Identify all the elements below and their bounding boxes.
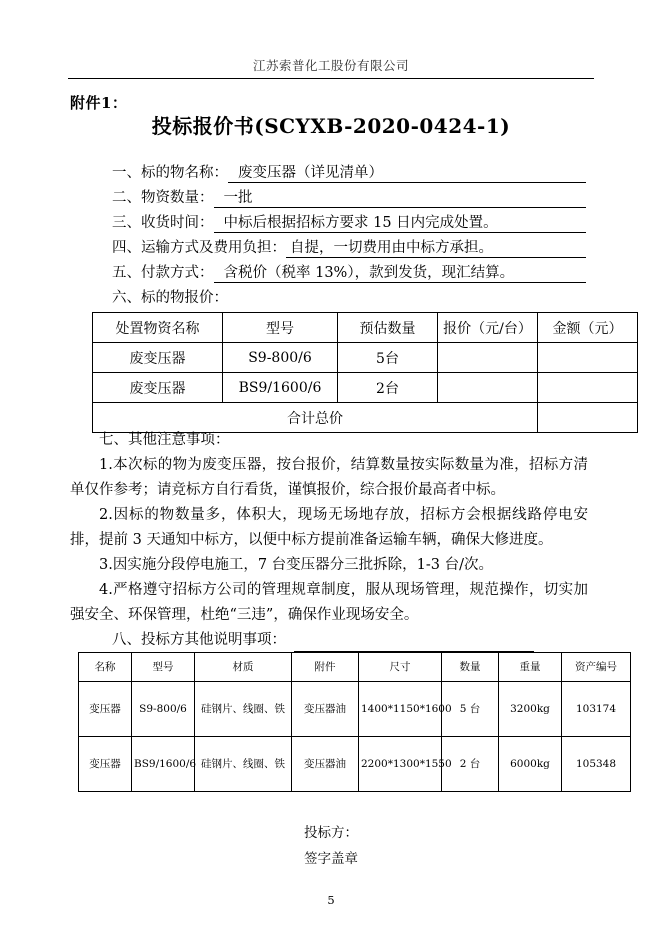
cell-model: BS9/1600/6: [223, 373, 338, 403]
cell-quantity: 2 台: [442, 737, 499, 792]
cell-unit-price[interactable]: [438, 373, 538, 403]
column-header: 材质: [195, 653, 292, 682]
section-eight-label: 八、投标方其他说明事项：: [112, 632, 286, 648]
column-header: 处置物资名称: [93, 313, 223, 343]
cell-unit-price[interactable]: [438, 343, 538, 373]
notes-section: [70, 428, 588, 628]
cell-asset-number: 105348: [562, 737, 631, 792]
section-eight: [112, 628, 586, 652]
company-name: 江苏索普化工股份有限公司: [252, 58, 409, 73]
cell-amount[interactable]: [538, 343, 638, 373]
item-label: 六、标的物报价：: [112, 289, 228, 306]
cell-dimensions: 2200*1300*1550: [359, 737, 442, 792]
item-value[interactable]: 含税价（税率 13%），款到发货，现汇结算。: [214, 266, 587, 284]
item-row: [112, 283, 586, 308]
note-paragraph: 1.本次标的物为废变压器，按台报价，结算数量按实际数量为准，招标方清单仅作参考；请竞标方自行看货，谨慎报价，综合报价最高者中标。: [70, 457, 588, 498]
notes-heading: 七、其他注意事项：: [99, 432, 230, 448]
column-header: 型号: [223, 313, 338, 343]
page-number: 5: [327, 893, 335, 907]
table-row: [79, 682, 631, 737]
cell-model: S9-800/6: [132, 682, 195, 737]
cell-asset-number: 103174: [562, 682, 631, 737]
table-header-row: [79, 653, 631, 682]
column-header: 资产编号: [562, 653, 631, 682]
table-row: [93, 343, 638, 373]
cell-name: 废变压器: [93, 343, 223, 373]
item-row: [112, 158, 586, 183]
column-header: 附件: [292, 653, 359, 682]
note-paragraph: 3.因实施分段停电施工，7 台变压器分三批拆除，1-3 台/次。: [99, 557, 494, 573]
cell-name: 废变压器: [93, 373, 223, 403]
total-label: 合计总价: [93, 403, 538, 433]
cell-accessory: 变压器油: [292, 682, 359, 737]
item-row: [112, 233, 586, 258]
cell-amount[interactable]: [538, 373, 638, 403]
item-row: [112, 258, 586, 283]
cell-weight: 3200kg: [499, 682, 562, 737]
asset-table: [78, 652, 631, 792]
attachment-label: 附件1：: [70, 94, 128, 112]
cell-quantity: 2台: [338, 373, 438, 403]
table-row: [79, 737, 631, 792]
cell-material: 硅钢片、线圈、铁: [195, 682, 292, 737]
cell-name: 变压器: [79, 737, 132, 792]
cell-weight: 6000kg: [499, 737, 562, 792]
cell-name: 变压器: [79, 682, 132, 737]
cell-model: S9-800/6: [223, 343, 338, 373]
item-label: 一、标的物名称：: [112, 164, 228, 181]
item-value[interactable]: 废变压器（详见清单）: [228, 166, 586, 184]
signature-block: [0, 820, 662, 872]
item-row: [112, 208, 586, 233]
column-header: 重量: [499, 653, 562, 682]
page-title: 投标报价书(SCYXB-2020-0424-1): [151, 114, 511, 138]
table-header-row: [93, 313, 638, 343]
section-eight-value[interactable]: [294, 635, 534, 652]
cell-dimensions: 1400*1150*1600: [359, 682, 442, 737]
item-value[interactable]: 自提，一切费用由中标方承担。: [286, 241, 586, 259]
item-label: 四、运输方式及费用负担：: [112, 239, 286, 256]
column-header: 数量: [442, 653, 499, 682]
cell-material: 硅钢片、线圈、铁: [195, 737, 292, 792]
item-row: [112, 183, 586, 208]
item-value[interactable]: 一批: [214, 191, 587, 209]
signature-party: 投标方：: [304, 825, 358, 841]
item-label: 二、物资数量：: [112, 189, 214, 206]
note-paragraph: 2.因标的物数量多，体积大，现场无场地存放，招标方会根据线路停电安排，提前 3 天通知中标方，以便中标方提前准备运输车辆，确保大修进度。: [70, 507, 588, 548]
column-header: 金额（元）: [538, 313, 638, 343]
column-header: 尺寸: [359, 653, 442, 682]
column-header: 报价（元/台）: [438, 313, 538, 343]
numbered-items: [112, 158, 586, 308]
note-paragraph: 4.严格遵守招标方公司的管理规章制度，服从现场管理，规范操作，切实加强安全、环保管理，杜绝“三违”，确保作业现场安全。: [70, 582, 588, 623]
column-header: 型号: [132, 653, 195, 682]
header-divider: [68, 78, 594, 79]
table-row: [93, 373, 638, 403]
cell-accessory: 变压器油: [292, 737, 359, 792]
column-header: 名称: [79, 653, 132, 682]
signature-seal: 签字盖章: [304, 851, 358, 867]
item-label: 五、付款方式：: [112, 264, 214, 281]
column-header: 预估数量: [338, 313, 438, 343]
item-value[interactable]: 中标后根据招标方要求 15 日内完成处置。: [214, 216, 587, 234]
cell-quantity: 5 台: [442, 682, 499, 737]
page-header: [68, 58, 594, 79]
cell-model: BS9/1600/6: [132, 737, 195, 792]
cell-quantity: 5台: [338, 343, 438, 373]
price-table: [92, 312, 638, 433]
item-label: 三、收货时间：: [112, 214, 214, 231]
